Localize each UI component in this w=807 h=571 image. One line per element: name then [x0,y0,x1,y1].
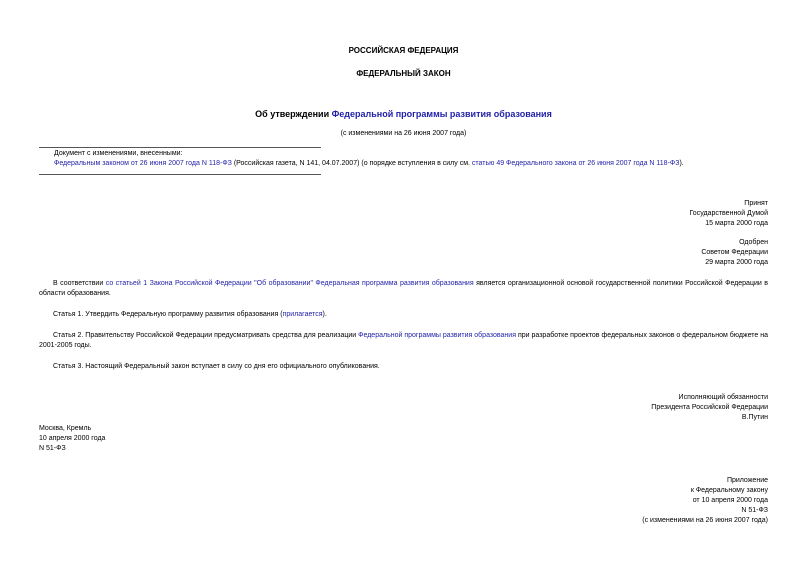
article-49-link[interactable]: статью 49 Федерального закона от 26 июня 2007 года N 118-ФЗ [471,160,680,167]
place-date-block [39,424,105,454]
adopted-block [689,199,768,229]
article-2-paragraph [39,331,768,351]
amendments-note: (с изменениями на 26 июня 2007 года) [340,130,467,137]
date-line: 10 апреля 2000 года [39,435,106,442]
title-program-link[interactable]: Федеральной программы развития образования [331,109,552,119]
changes-top-rule [39,147,321,148]
title-prefix: Об утверждении [255,109,332,119]
appendix-link[interactable]: прилагается [282,311,323,318]
article-1-paragraph [39,310,768,320]
country-heading: РОССИЙСКАЯ ФЕДЕРАЦИЯ [348,46,459,55]
changes-details [54,159,784,169]
approved-line-1: Одобрен [739,239,768,246]
adopted-line-2: Государственной Думой [689,210,768,217]
adopted-line-1: Принят [744,200,768,207]
approved-line-2: Советом Федерации [701,249,768,256]
appendix-line-5: (с изменениями на 26 июня 2007 года) [642,517,768,524]
education-law-link[interactable]: со статьей 1 Закона Российской Федерации "Об образовании" Федеральная программа развития образования [105,280,474,287]
signature-line-2: Президента Российской Федерации [651,404,768,411]
approved-line-3: 29 марта 2000 года [705,259,768,266]
appendix-line-1: Приложение [726,477,768,484]
place-line: Москва, Кремль [39,425,92,432]
article-1-start: Статья 1. Утвердить Федеральную программу развития образования ( [53,311,283,318]
preamble-paragraph [39,279,768,299]
appendix-block [642,476,768,526]
article-3-paragraph: Статья 3. Настоящий Федеральный закон вступает в силу со дня его официального опубликования. [53,363,380,370]
appendix-line-2: к Федеральному закону [690,487,768,494]
changes-bottom-rule [39,174,321,175]
signature-block [651,393,768,423]
appendix-line-4: N 51-ФЗ [741,507,768,514]
program-link[interactable]: Федеральной программы развития образования [358,332,517,339]
amending-law-link[interactable]: Федеральным законом от 26 июня 2007 года N 118-ФЗ [54,160,232,167]
changes-end-text: ). [679,160,684,167]
preamble-end: является организационной основой государственной политики Российской Федерации в области образования. [39,280,768,297]
changes-intro: Документ с изменениями, внесенными: [54,150,183,157]
doc-type-heading: ФЕДЕРАЛЬНЫЙ ЗАКОН [356,69,451,78]
article-2-end: при разработке проектов федеральных законов о федеральном бюджете на 2001-2005 годы. [39,332,769,349]
article-1-end: ). [322,311,327,318]
law-title [0,109,807,119]
approved-block [701,238,768,268]
appendix-line-3: от 10 апреля 2000 года [692,497,768,504]
signature-line-3: В.Путин [741,414,768,421]
article-2-start: Статья 2. Правительству Российской Федерации предусматривать средства для реализации [53,332,359,339]
preamble-start: В соответствии [53,280,106,287]
adopted-line-3: 15 марта 2000 года [705,220,768,227]
number-line: N 51-ФЗ [39,445,66,452]
signature-line-1: Исполняющий обязанности [678,394,768,401]
changes-mid-text: (Российская газета, N 141, 04.07.2007) (о порядке вступления в силу см. [231,160,472,167]
